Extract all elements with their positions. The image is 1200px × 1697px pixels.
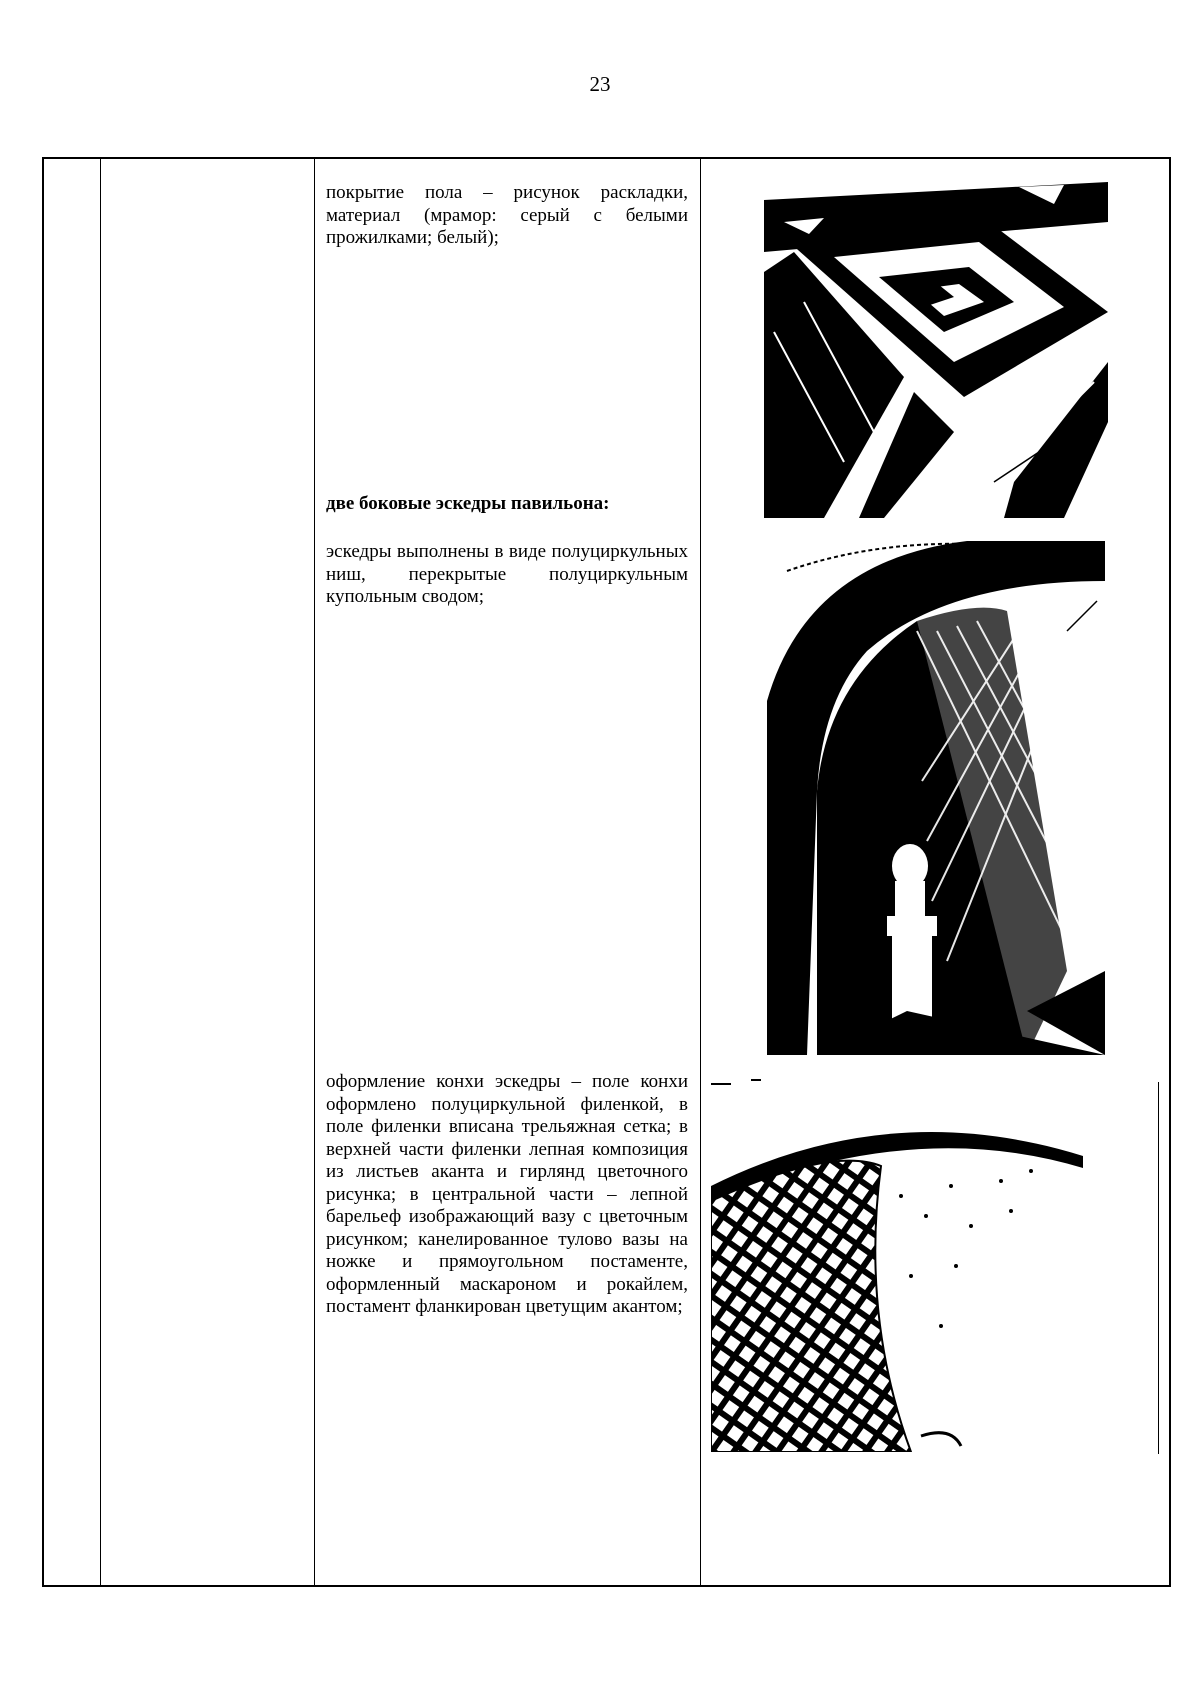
page-number: 23 bbox=[589, 72, 611, 96]
column-divider-2 bbox=[314, 159, 315, 1585]
conch-description: оформление конхи эскедры – поле конхи оформлено полуциркульной филенкой, в поле филенки вписана трельяжная сетка; в верхней части филенки лепная композиция из листьев аканта и гирлянд цветочного рисунка; в центральной части – лепной барельеф изображающий вазу с цветочным рисунком; канелированное тулово вазы на ножке и прямоугольном постаменте, оформленный маскароном и рокайлем, постамент фланкирован цветущим акантом; bbox=[326, 1071, 688, 1317]
exedra-heading: две боковые эскедры павильона: bbox=[326, 493, 610, 514]
photo-edge-line bbox=[1158, 1082, 1159, 1454]
marble-floor-photo-icon bbox=[764, 182, 1108, 518]
column-divider-1 bbox=[100, 159, 101, 1585]
exedra-description: эскедры выполнены в виде полуциркульных ниш, перекрытые полуциркульным купольным сводом; bbox=[326, 541, 688, 607]
conch-trellis-photo-icon bbox=[711, 1076, 1083, 1452]
niche-with-bust-photo-icon bbox=[767, 541, 1105, 1055]
floor-description: покрытие пола – рисунок раскладки, материал (мрамор: серый с белыми прожилками; белый); bbox=[326, 182, 688, 248]
column-divider-3 bbox=[700, 159, 701, 1585]
